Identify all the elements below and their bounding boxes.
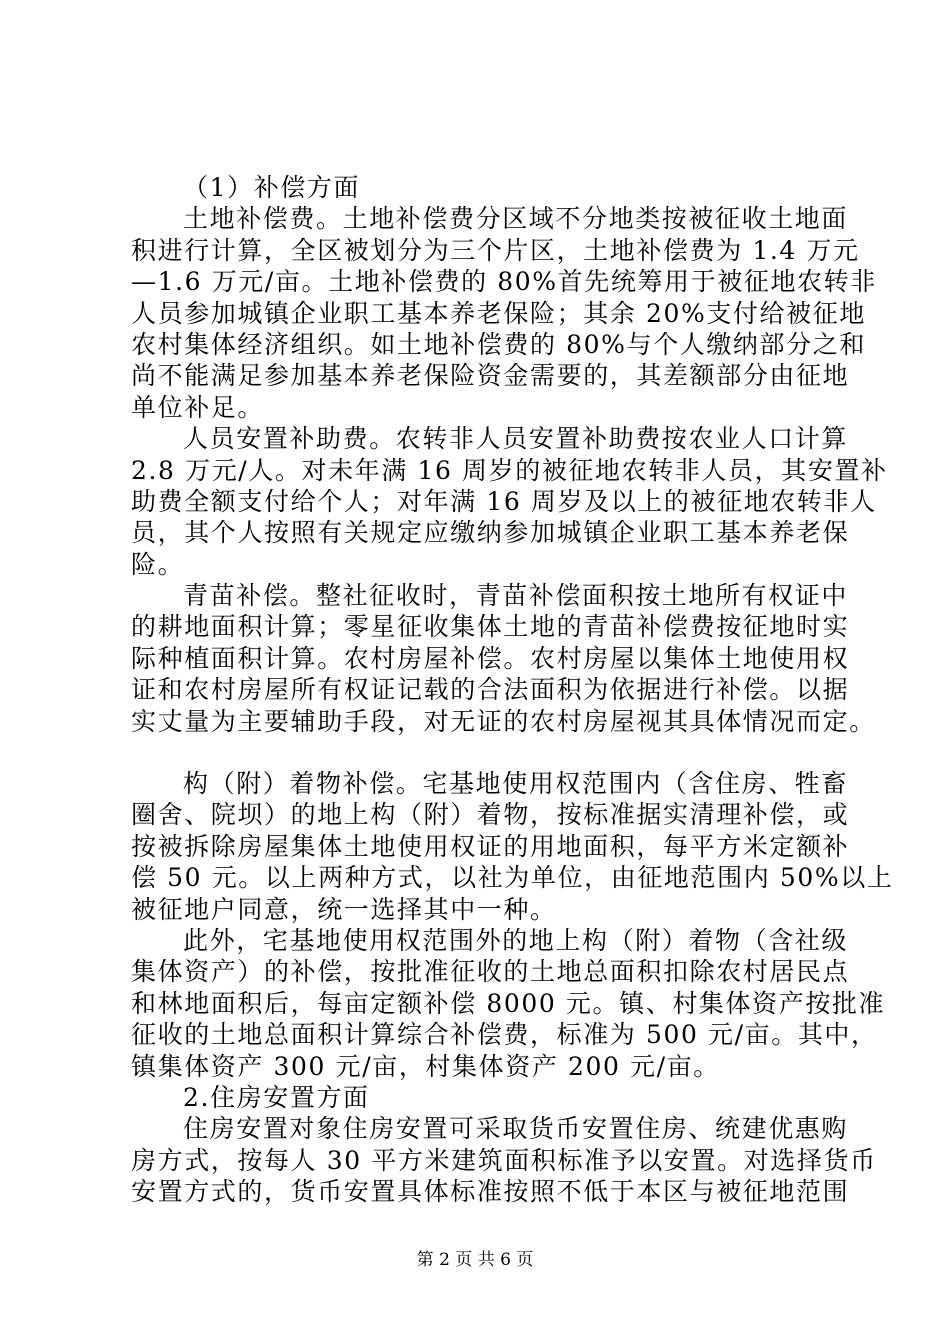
paragraph-line: 积进行计算，全区被划分为三个片区，土地补偿费为 1.4 万元: [131, 235, 860, 265]
paragraph-line: 住房安置对象住房安置可采取货币安置住房、统建优惠购: [183, 1114, 849, 1144]
paragraph-line: 土地补偿费。土地补偿费分区域不分地类按被征收土地面: [183, 204, 849, 234]
paragraph-line: 的耕地面积计算；零星征收集体土地的青苗补偿费按征地时实: [131, 612, 850, 642]
paragraph-line: 被征地户同意，统一选择其中一种。: [131, 894, 557, 924]
paragraph-line: 集体资产）的补偿，按批准征收的土地总面积扣除农村居民点: [131, 957, 850, 987]
paragraph-line: 人员参加城镇企业职工基本养老保险；其余 20%支付给被征地: [131, 298, 866, 328]
page-number-label: 第 2 页 共 6 页: [416, 1250, 534, 1270]
paragraph-line: 尚不能满足参加基本养老保险资金需要的，其差额部分由征地: [131, 361, 850, 391]
paragraph-line: 员，其个人按照有关规定应缴纳参加城镇企业职工基本养老保: [131, 518, 850, 548]
section-heading: （1）补偿方面: [183, 173, 361, 202]
paragraph-line: 证和农村房屋所有权证记载的合法面积为依据进行补偿。以据: [131, 675, 850, 705]
paragraph-line: 构（附）着物补偿。宅基地使用权范围内（含住房、牲畜: [183, 769, 849, 799]
paragraph-line: 险。: [131, 549, 185, 579]
paragraph-line: 和林地面积后，每亩定额补偿 8000 元。镇、村集体资产按批准: [131, 988, 886, 1018]
paragraph-line: 房方式，按每人 30 平方米建筑面积标准予以安置。对选择货币: [131, 1145, 877, 1175]
paragraph-line: 按被拆除房屋集体土地使用权证的用地面积，每平方米定额补: [131, 831, 850, 861]
paragraph-line: 际种植面积计算。农村房屋补偿。农村房屋以集体土地使用权: [131, 643, 850, 673]
section-heading: 2.住房安置方面: [183, 1082, 370, 1112]
paragraph-line: 征收的土地总面积计算综合补偿费，标准为 500 元/亩。其中，: [131, 1020, 878, 1050]
paragraph-line: 单位补足。: [131, 392, 265, 422]
paragraph-gap: [131, 737, 831, 768]
paragraph-line: 人员安置补助费。农转非人员安置补助费按农业人口计算: [183, 424, 849, 454]
document-body: [131, 172, 894, 1208]
paragraph-line: 2.8 万元/人。对未年满 16 周岁的被征地农转非人员，其安置补: [131, 455, 888, 485]
paragraph-line: —1.6 万元/亩。土地补偿费的 80%首先统筹用于被征地农转非: [131, 267, 877, 297]
page-footer: [0, 1250, 950, 1270]
paragraph-line: 实丈量为主要辅助手段，对无证的农村房屋视其具体情况而定。: [131, 706, 876, 736]
paragraph-line: 镇集体资产 300 元/亩，村集体资产 200 元/亩。: [131, 1051, 720, 1081]
paragraph-line: 偿 50 元。以上两种方式，以社为单位，由征地范围内 50%以上: [131, 863, 894, 893]
paragraph-line: 助费全额支付给个人；对年满 16 周岁及以上的被征地农转非人: [131, 486, 877, 516]
paragraph-line: 圈舍、院坝）的地上构（附）着物，按标准据实清理补偿，或: [131, 800, 850, 830]
paragraph-line: 农村集体经济组织。如土地补偿费的 80%与个人缴纳部分之和: [131, 329, 866, 359]
paragraph-line: 青苗补偿。整社征收时，青苗补偿面积按土地所有权证中: [183, 581, 849, 611]
paragraph-line: 安置方式的，货币安置具体标准按照不低于本区与被征地范围: [131, 1177, 850, 1207]
paragraph-line: 此外，宅基地使用权范围外的地上构（附）着物（含社级: [183, 925, 849, 955]
